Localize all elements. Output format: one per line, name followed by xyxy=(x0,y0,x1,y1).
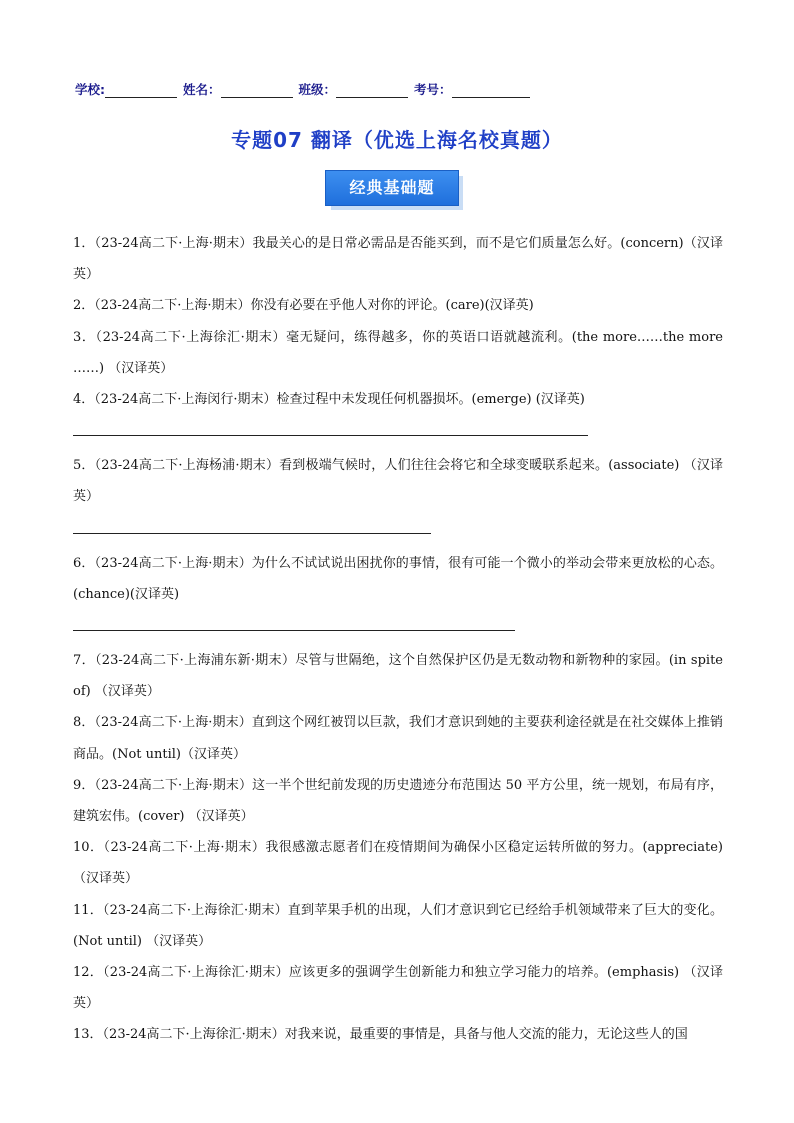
question-2: 2．（23-24高二下·上海·期末）你没有必要在乎他人对你的评论。(care)(汉译英) xyxy=(73,298,534,314)
answer-line-5[interactable] xyxy=(73,515,431,534)
answer-line-6[interactable] xyxy=(73,612,515,631)
name-label: 姓名： xyxy=(183,82,221,97)
question-8: 8．（23-24高二下·上海·期末）直到这个网红被罚以巨款，我们才意识到她的主要获利途径就是在社交媒体上推销商品。(Not until)（汉译英） xyxy=(73,715,723,762)
question-7: 7．（23-24高二下·上海浦东新·期末）尽管与世隔绝，这个自然保护区仍是无数动物和新物种的家园。(in spite of) （汉译英） xyxy=(73,653,723,700)
question-10: 10．（23-24高二下·上海·期末）我很感激志愿者们在疫情期间为确保小区稳定运转所做的努力。(appreciate)（汉译英） xyxy=(73,840,723,887)
page-title: 专题07 翻译（优选上海名校真题） xyxy=(231,128,563,152)
question-5: 5．（23-24高二下·上海杨浦·期末）看到极端气候时，人们往往会将它和全球变暖联系起来。(associate) （汉译英） xyxy=(73,458,723,505)
question-list xyxy=(73,228,723,1051)
question-9: 9．（23-24高二下·上海·期末）这一半个世纪前发现的历史遗迹分布范围达 50 平方公里，统一规划，布局有序，建筑宏伟。(cover) （汉译英） xyxy=(73,777,723,825)
question-11: 11．（23-24高二下·上海徐汇·期末）直到苹果手机的出现，人们才意识到它已经给手机领域带来了巨大的变化。(Not until) （汉译英） xyxy=(73,902,723,949)
question-12: 12．（23-24高二下·上海徐汇·期末）应该更多的强调学生创新能力和独立学习能力的培养。(emphasis) （汉译英） xyxy=(73,965,723,1012)
number-label: 考号： xyxy=(414,82,452,97)
answer-line-4[interactable] xyxy=(73,417,588,436)
name-blank[interactable] xyxy=(221,83,293,98)
badge-label: 经典基础题 xyxy=(325,170,459,206)
school-label: 学校: xyxy=(75,82,105,97)
number-blank[interactable] xyxy=(452,83,530,98)
class-blank[interactable] xyxy=(336,83,408,98)
question-3: 3．（23-24高二下·上海徐汇·期末）毫无疑问，练得越多，你的英语口语就越流利。(the more……the more ……) （汉译英） xyxy=(73,329,723,376)
school-blank[interactable] xyxy=(105,83,177,98)
question-4: 4．（23-24高二下·上海闵行·期末）检查过程中未发现任何机器损坏。(emerge) (汉译英) xyxy=(73,392,585,408)
exam-header xyxy=(75,78,715,98)
question-13: 13．（23-24高二下·上海徐汇·期末）对我来说，最重要的事情是，具备与他人交流的能力，无论这些人的国 xyxy=(73,1027,688,1043)
question-6: 6．（23-24高二下·上海·期末）为什么不试试说出困扰你的事情，很有可能一个微小的举动会带来更放松的心态。(chance)(汉译英) xyxy=(73,555,723,602)
question-1: 1．（23-24高二下·上海·期末）我最关心的是日常必需品是否能买到，而不是它们质量怎么好。(concern)（汉译英） xyxy=(73,236,723,283)
class-label: 班级： xyxy=(298,82,337,97)
section-badge xyxy=(325,170,463,210)
